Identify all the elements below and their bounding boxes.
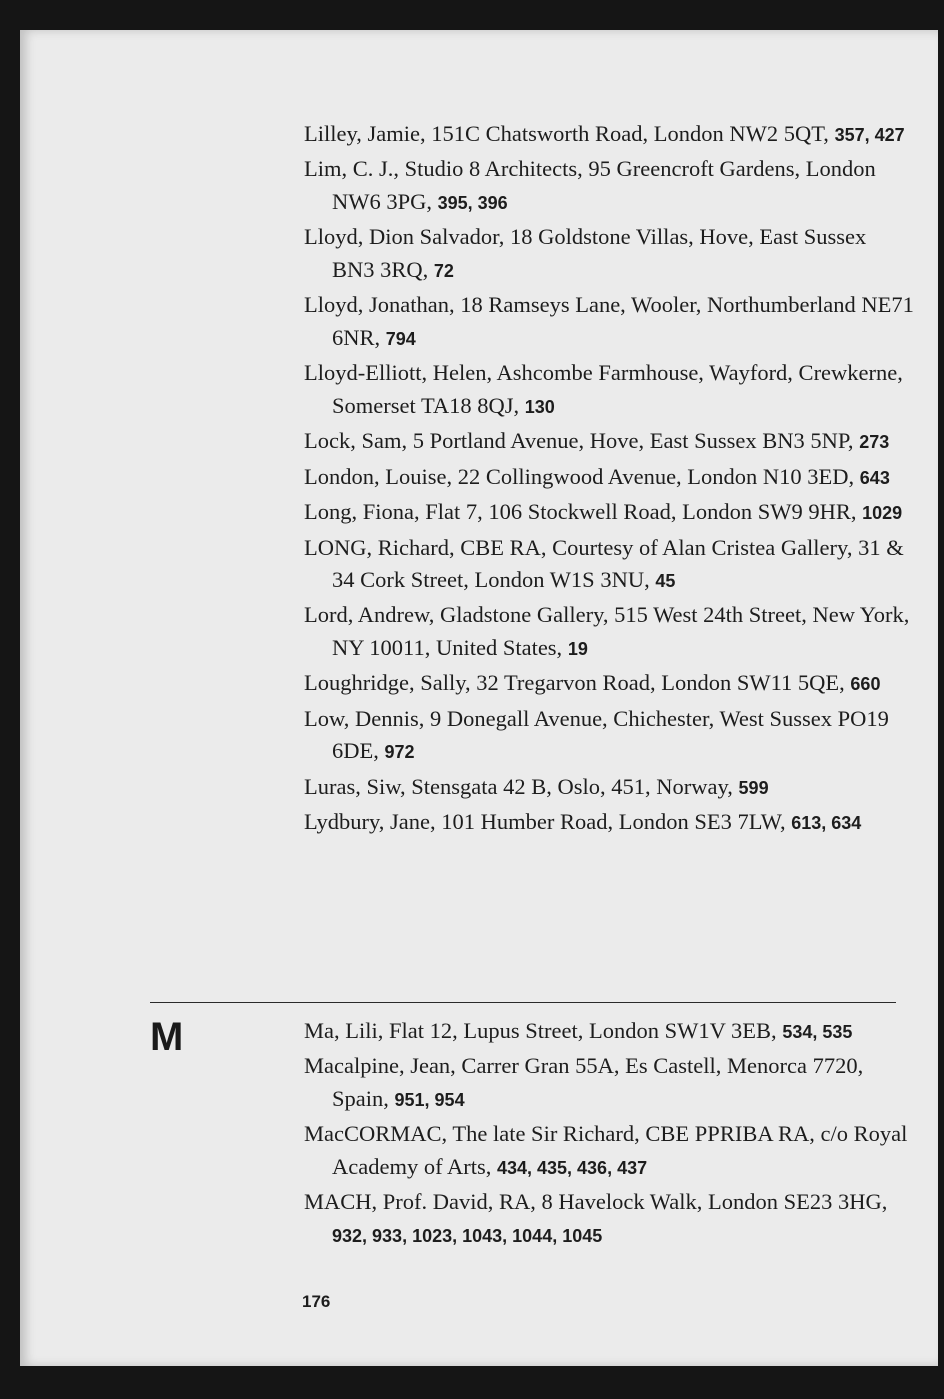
entry-text: MACH, Prof. David, RA, 8 Havelock Walk, London SE23 3HG,	[304, 1189, 888, 1215]
entry-text: Lloyd, Jonathan, 18 Ramseys Lane, Wooler, Northumberland NE71 6NR,	[304, 292, 914, 350]
entry-pages: 794	[385, 328, 416, 349]
index-entries-m	[304, 1015, 914, 1254]
entry-pages: 932, 933, 1023, 1043, 1044, 1045	[332, 1225, 603, 1246]
entry-pages: 19	[567, 639, 588, 660]
index-page	[20, 30, 938, 1366]
entry-pages: 72	[433, 260, 454, 281]
entry-text: Lloyd, Dion Salvador, 18 Goldstone Villas, Hove, East Sussex BN3 3RQ,	[304, 224, 867, 282]
entry-text: Lim, C. J., Studio 8 Architects, 95 Greencroft Gardens, London NW6 3PG,	[304, 156, 876, 214]
index-entry	[304, 599, 914, 665]
index-entries-l	[304, 118, 914, 842]
entry-text: London, Louise, 22 Collingwood Avenue, London N10 3ED,	[304, 463, 855, 489]
entry-text: Lock, Sam, 5 Portland Avenue, Hove, East Sussex BN3 5NP,	[304, 428, 854, 454]
entry-pages: 273	[859, 432, 890, 453]
entry-text: Lydbury, Jane, 101 Humber Road, London SE3 7LW,	[304, 809, 786, 835]
section-letter: M	[150, 1015, 184, 1059]
index-entry	[304, 118, 914, 152]
entry-pages: 951, 954	[394, 1089, 465, 1110]
index-entry	[304, 289, 914, 355]
section-divider	[150, 1002, 896, 1003]
index-entry	[304, 496, 914, 530]
index-entry	[304, 703, 914, 769]
index-entry	[304, 153, 914, 219]
entry-pages: 660	[850, 674, 881, 695]
entry-text: LONG, Richard, CBE RA, Courtesy of Alan Cristea Gallery, 31 & 34 Cork Street, London W1S 3NU,	[304, 534, 904, 593]
index-entry	[304, 221, 914, 287]
index-entry	[304, 357, 914, 423]
entry-pages: 45	[655, 571, 676, 592]
index-entry	[304, 532, 914, 598]
entry-pages: 434, 435, 436, 437	[496, 1157, 648, 1178]
entry-pages: 972	[384, 742, 415, 763]
index-entry	[304, 1015, 914, 1049]
page-number: 176	[302, 1292, 331, 1311]
entry-pages: 357, 427	[834, 125, 905, 145]
entry-pages: 395, 396	[437, 192, 508, 213]
entry-pages: 643	[859, 467, 890, 488]
entry-text: Low, Dennis, 9 Donegall Avenue, Chichester, West Sussex PO19 6DE,	[304, 705, 889, 764]
index-entry	[304, 667, 914, 701]
index-entry	[304, 1186, 914, 1252]
entry-text: Macalpine, Jean, Carrer Gran 55A, Es Castell, Menorca 7720, Spain,	[304, 1053, 864, 1111]
entry-pages: 534, 535	[782, 1022, 853, 1042]
entry-text: MacCORMAC, The late Sir Richard, CBE PPRIBA RA, c/o Royal Academy of Arts,	[304, 1121, 908, 1179]
entry-text: Lilley, Jamie, 151C Chatsworth Road, London NW2 5QT,	[304, 121, 829, 146]
entry-pages: 1029	[862, 503, 903, 524]
index-entry	[304, 1118, 914, 1184]
entry-text: Luras, Siw, Stensgata 42 B, Oslo, 451, Norway,	[304, 773, 733, 799]
index-entry	[304, 425, 914, 459]
index-entry	[304, 806, 914, 840]
entry-text: Long, Fiona, Flat 7, 106 Stockwell Road, London SW9 9HR,	[304, 499, 857, 525]
entry-pages: 613, 634	[791, 813, 862, 834]
index-entry	[304, 1050, 914, 1116]
entry-text: Loughridge, Sally, 32 Tregarvon Road, London SW11 5QE,	[304, 670, 845, 696]
entry-pages: 130	[524, 396, 555, 417]
entry-pages: 599	[738, 777, 769, 798]
index-entry	[304, 461, 914, 495]
index-entry	[304, 771, 914, 805]
entry-text: Ma, Lili, Flat 12, Lupus Street, London SW1V 3EB,	[304, 1018, 777, 1043]
entry-text: Lloyd-Elliott, Helen, Ashcombe Farmhouse, Wayford, Crewkerne, Somerset TA18 8QJ,	[304, 360, 903, 418]
entry-text: Lord, Andrew, Gladstone Gallery, 515 West 24th Street, New York, NY 10011, United States,	[304, 602, 910, 661]
